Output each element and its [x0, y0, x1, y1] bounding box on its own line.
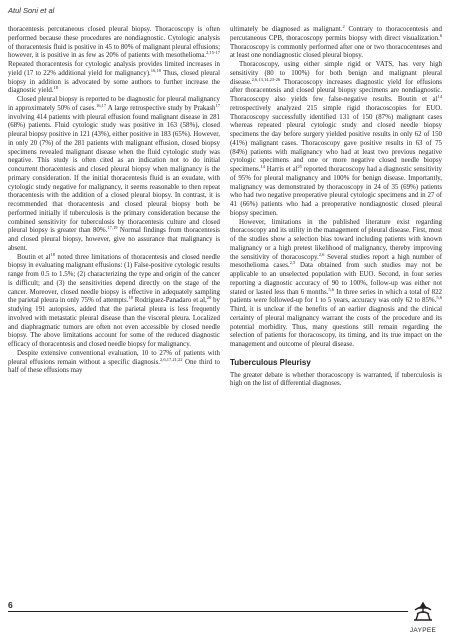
right-paragraph-1: ultimately be diagnosed as malignant.$^2$ Contrary to thoracocentesis and percutaneous CPB, thoracoscopy permits biopsy with direct visualization.$^6$ Thoracoscopy is commonly performed after one or two thoracocenteses and at least one nondiagnostic closed pleural biopsy.: [230, 24, 442, 60]
right-column: [230, 26, 442, 389]
section-heading-tuberculous-pleurisy: Tuberculous Pleurisy: [230, 357, 311, 367]
left-paragraph-4: Despite extensive conventional evaluation, 10 to 27% of patients with pleural effusions remain without a specific diagnosis.$^{2,6,17,21,22}$ One third to half of these effusions may: [8, 349, 221, 375]
left-paragraph-2: Closed pleural biopsy is reported to be diagnostic for pleural malignancy in approximately 50% of cases.$^{16,17}$ A large retrospective study by Prakash$^{17}$ involving 414 patients with pleural effusion found malignant disease in 281 (68%) patients. Fluid cytologic study was positive in 163 (58%), closed pleural biopsy positive in 121 (43%), either positive in 183 (65%). However, in only 20 (7%) of the 281 patients with malignant effusion, closed biopsy specimens revealed malignant disease when the fluid cytologic study was negative. This study is often cited as an indication not to do initial concurrent thoracentesis and closed pleural biopsy when malignancy is the primary consideration. If the initial thoracentesis fluid is an exudate, with cytologic study negative for malignancy, it seems reasonable to then repeat thoracentesis with the addition of a closed pleural biopsy. In contrast, it is recommended that thoracentesis and closed pleural biopsy both be performed initially if tuberculosis is the primary consideration because the combined sensitivity for tuberculosis by thoracentesis culture and closed pleural biopsy is greater than 80%.$^{17,19}$ Normal findings from thoracentesis and closed pleural biopsy, however, give no assurance that malignancy is absent.: [8, 96, 221, 252]
left-paragraph-1: thoracentesis percutaneous closed pleural biopsy. Thoracoscopy is often performed because these procedures are nondiagnostic. Cytologic analysis of thoracentesis fluid is positive in 45 to 80% of malignant pleural effusions; however, it is positive in as few as 20% of patients with mesothelioma.$^{2,15-17}$ Repeated thoracentesis for cytologic analysis provides limited increases in yield (17 to 22% additional yield for malignancy).$^{16,18}$ Thus, closed pleural biopsy in addition is advocated by some authors to further increase the diagnostic yield.$^{18}$: [8, 26, 220, 95]
running-header-author: Atul Soni et al: [8, 6, 55, 15]
right-paragraph-2: Thoracoscopy, using either simple rigid or VATS, has very high sensitivity (80 to 100%) for both benign and malignant pleural disease.$^{2,6,13,14,23-26}$ Thoracoscopy increases diagnostic yield for effusions after thoracentesis and closed pleural biopsy specimens are nondiagnostic. Thoracoscopy also yields few false-negative results. Boutin et $al^{14}$ retrospectively analyzed 215 simple rigid thoracoscopies for EUO. Thoracoscopy successfully identified 131 of 150 (87%) malignant cases whereas repeated pleural cytologic study and closed needle biopsy specimens the day before surgery yielded positive results in only 62 of 150 (41%) malignant cases. Thoracoscopy gave positive results in 63 of 75 (84%) patients with malignancy who had at least two previous negative cytologic specimens and one or more negative closed needle biopsy specimens.$^{14}$ Harris et $al^{25}$ reported thoracoscopy had a diagnostic sensitivity of 95% for pleural malignancy and 100% for benign disease. Importantly, malignancy was demonstrated by thoracoscopy in 24 of 35 (69%) patients who had two negative preoperative pleural cytologic specimens and in 27 of 41 (66%) patients who had a preoperative nondiagnostic closed pleural biopsy specimen.: [230, 61, 442, 217]
footer-rule: [8, 611, 408, 612]
right-paragraph-3: However, limitations in the published literature exist regarding thoracoscopy and its utility in the management of pleural disease. First, most of the studies show a selection bias toward including patients with known malignancy or a high pretest likelihood of malignancy, thereby improving the sensitivity of thoracoscopy.$^{2,6}$ Several studies report a high number of mesothelioma cases.$^{2,5}$ Data obtained from such studies may not be applicable to an unselected population with EUO. Second, in four series reporting a diagnostic accuracy of 90 to 100%, follow-up was either not stated or lasted less than 6 months.$^{5,6}$ In three series in which a total of 822 patients were followed-up for 1 to 5 years, accuracy was only 62 to 85%.$^{5,6}$ Third, it is unclear if the benefits of an earlier diagnosis and the clinical certainty of pleural malignancy warrant the costs of the procedure and its potential morbidity. Thus, many questions still remain regarding the selection of patients for thoracoscopy, its timing, and its true impact on the management and outcome of pleural disease.: [230, 218, 443, 348]
left-paragraph-3: Boutin et $al^{18}$ noted three limitations of thoracentesis and closed needle biopsy in evaluating malignant effusions: (1) False-positive cytologic results range from 0.5 to 1.5%; (2) characterizing the type and origin of the cancer is difficult; and (3) the sensitivities depend directly on the stage of the cancer. Moreover, closed needle biopsy is effective in adequately sampling the parietal pleura in only 75% of attempts.$^{18}$ Rodriguez-Panadaro et al,$^{20}$ by studying 191 autopsies, added that the parietal pleura is less frequently involved with metastatic pleural disease than the visceral pleura. Localized and diaphragmatic tumors are often not even accessible by closed needle biopsy. The above limitations account for some of the reduced diagnostic efficacy of thoracentesis and closed needle biopsy for malignancy.: [8, 251, 220, 348]
publisher-name: JAYPEE: [409, 627, 437, 634]
page-number: 6: [8, 600, 13, 610]
left-column: [8, 26, 220, 376]
right-paragraph-4: The greater debate is whether thoracoscopy is warranted, if tuberculosis is high on the list of differential diagnoses.: [230, 371, 442, 388]
